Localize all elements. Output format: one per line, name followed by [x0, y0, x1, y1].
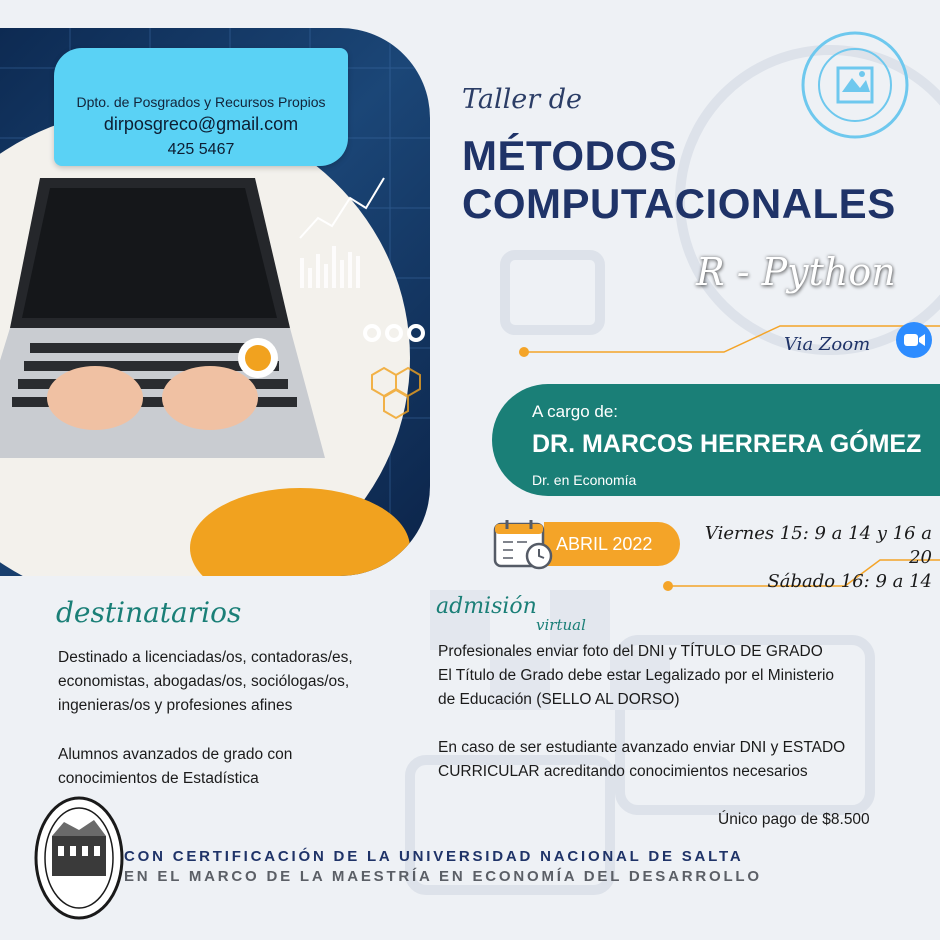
- admision-paragraph-1: [438, 640, 834, 712]
- instructor-name: DR. MARCOS HERRERA GÓMEZ: [532, 430, 922, 458]
- date-badge: ABRIL 2022: [544, 522, 680, 566]
- text-line: En caso de ser estudiante avanzado enviar DNI y ESTADO: [438, 739, 846, 756]
- text-line: CURRICULAR acreditando conocimientos necesarios: [438, 763, 808, 780]
- contact-phone[interactable]: 425 5467: [167, 141, 235, 158]
- certification-line-1: CON CERTIFICACIÓN DE LA UNIVERSIDAD NACIONAL DE SALTA: [124, 848, 744, 865]
- course-prefix: Taller de: [462, 84, 583, 115]
- department-name: Dpto. de Posgrados y Recursos Propios: [76, 94, 326, 110]
- university-seal-logo: [34, 796, 124, 920]
- admision-paragraph-2: [438, 736, 845, 784]
- text-line: El Título de Grado debe estar Legalizado por el Ministerio: [438, 667, 835, 684]
- contact-email[interactable]: dirposgreco@gmail.com: [103, 114, 299, 134]
- instructor-label: A cargo de:: [532, 402, 619, 421]
- price-text: Único pago de $8.500: [718, 811, 870, 828]
- destinatarios-paragraph-2: [58, 743, 292, 791]
- zoom-icon: [896, 322, 932, 358]
- via-zoom-label: Via Zoom: [784, 334, 871, 355]
- text-line: Destinado a licenciadas/os, contadoras/es,: [58, 649, 353, 666]
- instructor-degree: Dr. en Economía: [532, 472, 637, 488]
- text-line: Profesionales enviar foto del DNI y TÍTULO DE GRADO: [438, 643, 823, 660]
- calendar-icon: [493, 518, 555, 575]
- certification-line-2: EN EL MARCO DE LA MAESTRÍA EN ECONOMÍA DEL DESARROLLO: [124, 868, 762, 885]
- admision-subtitle: virtual: [536, 616, 586, 634]
- course-title-line1: MÉTODOS: [462, 132, 678, 179]
- destinatarios-title: destinatarios: [56, 596, 242, 629]
- schedule-friday: Viernes 15: 9 a 14 y 16 a 20: [704, 523, 932, 568]
- schedule-saturday: Sábado 16: 9 a 14: [767, 571, 932, 592]
- text-line: economistas, abogadas/os, sociólogas/os,: [58, 673, 350, 690]
- text-line: de Educación (SELLO AL DORSO): [438, 691, 680, 708]
- text-line: Alumnos avanzados de grado con: [58, 746, 293, 763]
- text-line: conocimientos de Estadística: [58, 770, 259, 787]
- text-line: ingenieras/os y profesiones afines: [58, 697, 293, 714]
- destinatarios-paragraph-1: [58, 646, 353, 718]
- course-subtitle: R - Python: [696, 250, 896, 294]
- course-title-line2: COMPUTACIONALES: [462, 180, 896, 227]
- admision-title: admisión: [436, 594, 537, 619]
- schedule: [690, 522, 932, 594]
